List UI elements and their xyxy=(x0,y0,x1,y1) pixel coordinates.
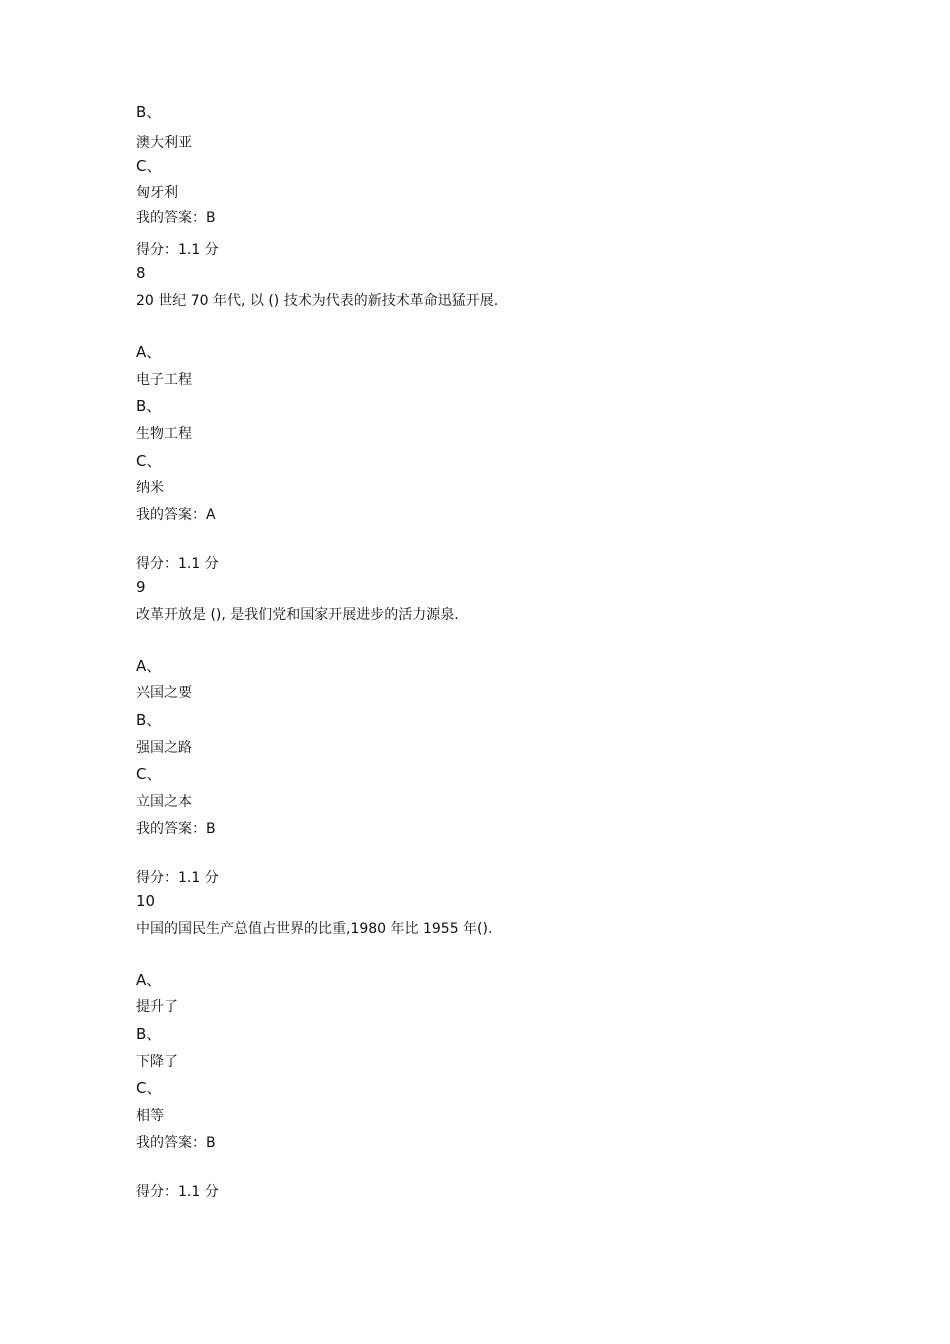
q9-option-b-label: B、 xyxy=(136,711,162,729)
q7-my-answer: 我的答案：B xyxy=(136,210,216,226)
q8-option-b-text: 生物工程 xyxy=(136,426,192,442)
q7-option-b-label: B、 xyxy=(136,103,162,121)
q9-option-b-text: 强国之路 xyxy=(136,740,192,756)
q9-question: 改革开放是 (), 是我们党和国家开展进步的活力源泉. xyxy=(136,607,459,623)
q9-option-a-label: A、 xyxy=(136,657,162,675)
q10-my-answer: 我的答案：B xyxy=(136,1135,216,1151)
q8-my-answer: 我的答案：A xyxy=(136,507,216,523)
q10-option-c-text: 相等 xyxy=(136,1108,164,1124)
q9-score: 得分：1.1 分 xyxy=(136,870,219,886)
q10-option-a-label: A、 xyxy=(136,971,162,989)
q10-option-c-label: C、 xyxy=(136,1079,162,1097)
q10-option-b-label: B、 xyxy=(136,1025,162,1043)
q8-number: 8 xyxy=(136,264,146,282)
q8-score: 得分：1.1 分 xyxy=(136,556,219,572)
q8-option-c-text: 纳米 xyxy=(136,480,164,496)
q7-option-c-label: C、 xyxy=(136,157,162,175)
q10-option-b-text: 下降了 xyxy=(136,1054,178,1070)
q8-option-a-label: A、 xyxy=(136,343,162,361)
q8-option-a-text: 电子工程 xyxy=(136,372,192,388)
q9-option-a-text: 兴国之要 xyxy=(136,685,192,701)
q8-option-c-label: C、 xyxy=(136,452,162,470)
q9-option-c-text: 立国之本 xyxy=(136,794,192,810)
q8-option-b-label: B、 xyxy=(136,397,162,415)
q8-question: 20 世纪 70 年代, 以 () 技术为代表的新技术革命迅猛开展. xyxy=(136,293,499,309)
q7-score: 得分：1.1 分 xyxy=(136,242,219,258)
q9-my-answer: 我的答案：B xyxy=(136,821,216,837)
q10-option-a-text: 提升了 xyxy=(136,999,178,1015)
q7-option-c-text: 匈牙利 xyxy=(136,185,178,201)
q10-score: 得分：1.1 分 xyxy=(136,1184,219,1200)
q10-question: 中国的国民生产总值占世界的比重,1980 年比 1955 年(). xyxy=(136,921,493,937)
q10-number: 10 xyxy=(136,892,156,910)
q9-number: 9 xyxy=(136,578,146,596)
q7-option-b-text: 澳大利亚 xyxy=(136,135,192,151)
q9-option-c-label: C、 xyxy=(136,765,162,783)
